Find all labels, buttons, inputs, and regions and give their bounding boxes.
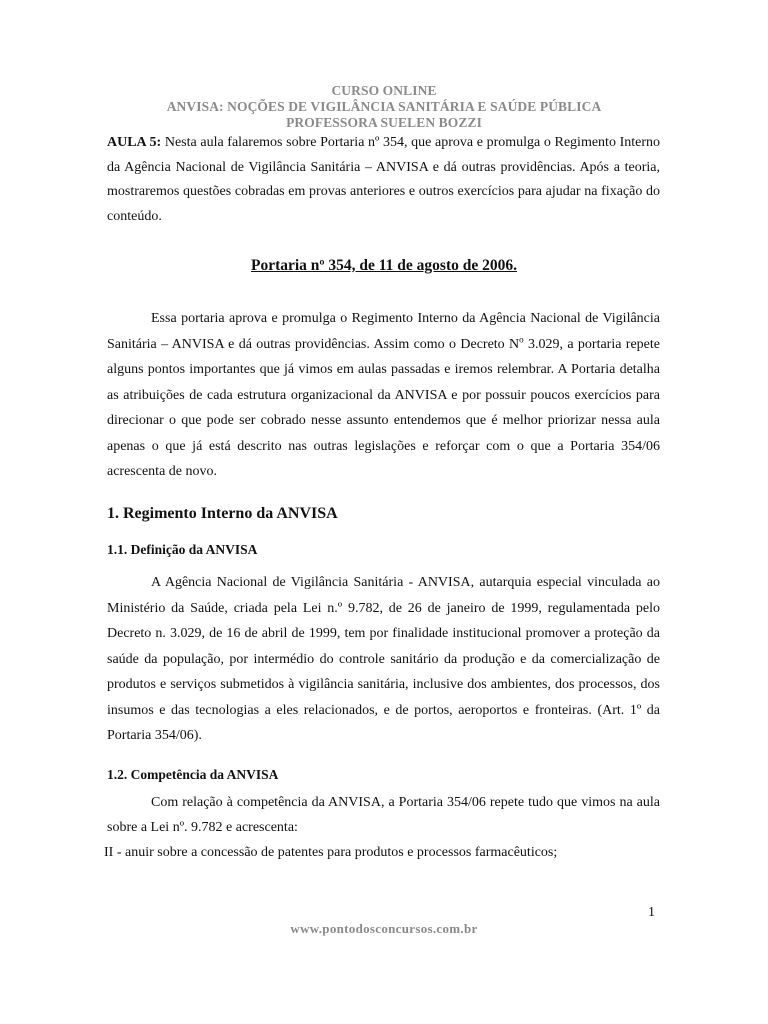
competence-item-ii: II - anuir sobre a concessão de patentes para produtos e processos farmacêuticos; bbox=[104, 845, 558, 860]
definition-paragraph bbox=[107, 570, 660, 749]
page-number: 1 bbox=[648, 905, 655, 920]
competence-text: Com relação à competência da ANVISA, a Portaria 354/06 repete tudo que vimos na aula sobre a Lei nº. 9.782 e acrescenta: bbox=[107, 795, 660, 835]
intro-paragraph bbox=[107, 131, 660, 229]
footer-url: www.pontodosconcursos.com.br bbox=[290, 921, 478, 936]
header-course-title: ANVISA: NOÇÕES DE VIGILÂNCIA SANITÁRIA E SAÚDE PÚBLICA bbox=[166, 99, 602, 114]
para1-text-b: 3.029, a portaria repete alguns pontos importantes que já vimos em aulas passadas e iremos relembrar. A Portaria detalha as atribuições de cada estrutura organizacional da ANVISA e por possuir poucos exercícios para direcionar o que pode ser cobrado nesse assunto entendemos que é melhor priorizar nessa aula apenas o que já está descrito nas outras legislações e reforçar com o que a Portaria 354/06 acrescenta de novo. bbox=[107, 336, 660, 479]
section-heading-1-1: 1.1. Definição da ANVISA bbox=[107, 542, 258, 557]
definition-text: A Agência Nacional de Vigilância Sanitária - ANVISA, autarquia especial vinculada ao Ministério da Saúde, criada pela Lei n.º 9.782, de 26 de janeiro de 1999, regulamentada pelo Decreto n. 3.029, de 16 de abril de 1999, tem por finalidade institucional promover a proteção da saúde da população, por intermédio do controle sanitário da produção e da comercialização de produtos e serviços submetidos à vigilância sanitária, inclusive dos ambientes, dos processos, dos insumos e das tecnologias a eles relacionados, e de portos, aeroportos e fronteiras. (Art. 1º da Portaria 354/06). bbox=[107, 575, 660, 743]
course-header bbox=[0, 83, 768, 131]
header-professor: PROFESSORA SUELEN BOZZI bbox=[286, 115, 482, 130]
para1-text-a: Essa portaria aprova e promulga o Regimento Interno da Agência Nacional de Vigilância Sanitária – ANVISA e dá outras providências. Assim como o Decreto N bbox=[107, 311, 660, 352]
para1-superscript: o bbox=[519, 333, 524, 344]
lesson-label: AULA 5: bbox=[107, 135, 162, 150]
header-course-type: CURSO ONLINE bbox=[331, 83, 437, 98]
section-heading-1: 1. Regimento Interno da ANVISA bbox=[107, 505, 338, 522]
portaria-title: Portaria nº 354, de 11 de agosto de 2006. bbox=[250, 257, 518, 274]
intro-text: Nesta aula falaremos sobre Portaria nº 354, que aprova e promulga o Regimento Interno da Agência Nacional de Vigilância Sanitária – ANVISA e dá outras providências. Após a teoria, mostraremos questões cobradas em provas anteriores e outros exercícios para ajudar na fixação do conteúdo. bbox=[107, 135, 661, 224]
section-heading-1-2: 1.2. Competência da ANVISA bbox=[107, 767, 279, 782]
competence-paragraph bbox=[104, 790, 660, 865]
portaria-paragraph bbox=[107, 306, 660, 485]
